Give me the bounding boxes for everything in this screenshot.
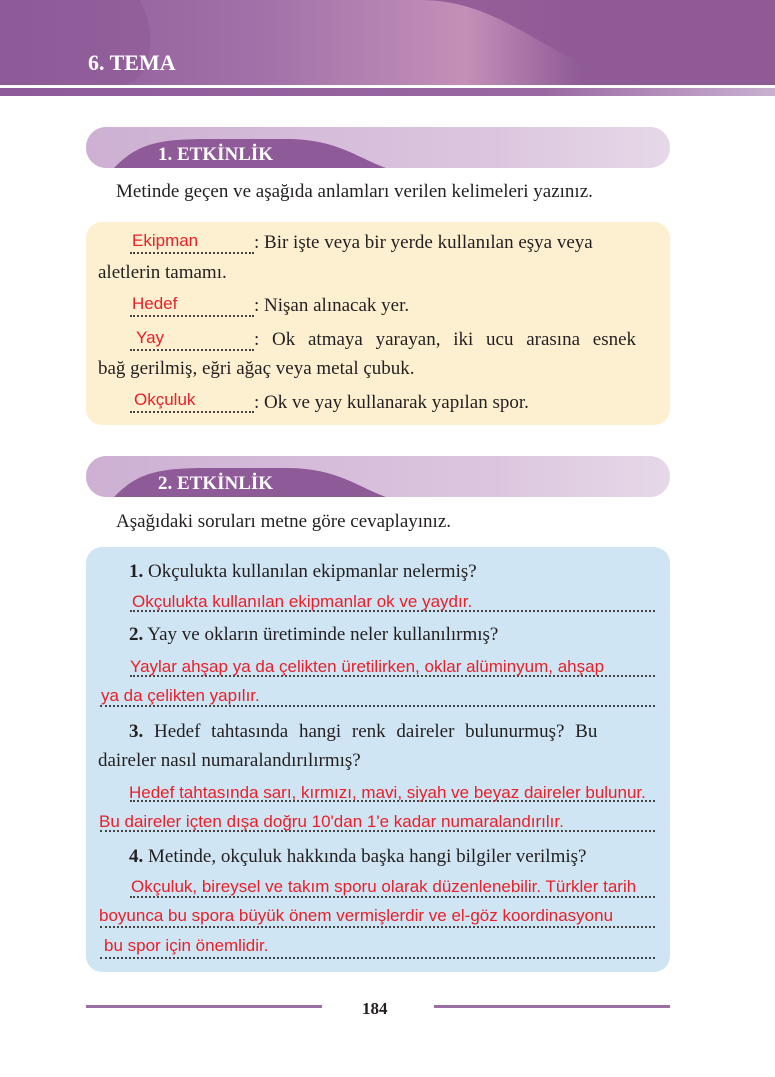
- answer-text: Bu daireler içten dışa doğru 10'dan 1'e kadar numaralandırılır.: [99, 812, 564, 831]
- activity2-instruction: Aşağıdaki soruları metne göre cevaplayınız.: [116, 511, 452, 532]
- activity2-banner: [86, 456, 670, 497]
- definition-text: : Ok ve yay kullanarak yapılan spor.: [254, 392, 529, 413]
- definition-text: : Bir işte veya bir yerde kullanılan eşya veya: [254, 232, 593, 253]
- definition-text: : Ok atmaya yarayan, iki ucu arasına esnek: [254, 329, 637, 350]
- blank-line: [130, 349, 254, 351]
- answer-text: Okçuluk, bireysel ve takım sporu olarak düzenlenebilir. Türkler tarih: [131, 877, 637, 896]
- question-number: 1.: [129, 561, 144, 582]
- definition-text: : Nişan alınacak yer.: [254, 295, 410, 316]
- blank-line: [130, 315, 254, 317]
- answer-text: boyunca bu spora büyük önem vermişlerdir ve el-göz koordinasyonu: [99, 906, 614, 925]
- answer-text: Yaylar ahşap ya da çelikten üretilirken, oklar alüminyum, ahşap: [130, 657, 605, 676]
- activity2-title: 2. ETKİNLİK: [158, 473, 274, 494]
- question-number: 4.: [129, 846, 144, 867]
- blank-line: [130, 252, 254, 254]
- footer-rule-right: [434, 1005, 670, 1008]
- question-text: Hedef tahtasında hangi renk daireler bulunurmuş? Bu: [154, 721, 598, 742]
- question-text: Yay ve okların üretiminde neler kullanılırmış?: [147, 624, 499, 645]
- question-text: Metinde, okçuluk hakkında başka hangi bilgiler verilmiş?: [148, 846, 587, 867]
- question-4: [129, 846, 586, 868]
- blank-line: [130, 411, 254, 413]
- footer-rule-left: [86, 1005, 322, 1008]
- activity1-title: 1. ETKİNLİK: [158, 144, 274, 165]
- definition-text: bağ gerilmiş, eğri ağaç veya metal çubuk.: [98, 358, 415, 379]
- answer-text: Yay: [136, 328, 165, 347]
- answer-text: ya da çelikten yapılır.: [101, 686, 260, 705]
- answer-text: Hedef tahtasında sarı, kırmızı, mavi, siyah ve beyaz daireler bulunur.: [129, 783, 646, 802]
- question-3: [129, 721, 597, 743]
- question-text: Okçulukta kullanılan ekipmanlar nelermiş?: [148, 561, 477, 582]
- question-1: [129, 561, 477, 583]
- answer-text: Okçulukta kullanılan ekipmanlar ok ve yaydır.: [132, 592, 473, 611]
- question-3-cont: daireler nasıl numaralandırılırmış?: [98, 750, 361, 771]
- answer-text: Ekipman: [132, 231, 199, 250]
- answer-line: [100, 926, 655, 928]
- header-stripe: [0, 88, 775, 96]
- activity1-instruction: Metinde geçen ve aşağıda anlamları verilen kelimeleri yazınız.: [116, 181, 593, 202]
- page-number: 184: [362, 999, 388, 1018]
- answer-text: Okçuluk: [134, 390, 196, 409]
- question-2: [129, 624, 498, 646]
- activity1-banner: [86, 127, 670, 168]
- theme-title: 6. TEMA: [88, 50, 176, 75]
- question-number: 3.: [129, 721, 144, 742]
- answer-text: Hedef: [132, 294, 178, 313]
- answer-text: bu spor için önemlidir.: [104, 936, 269, 955]
- question-number: 2.: [129, 624, 144, 645]
- definition-text: aletlerin tamamı.: [98, 262, 227, 283]
- answer-line: [100, 957, 655, 959]
